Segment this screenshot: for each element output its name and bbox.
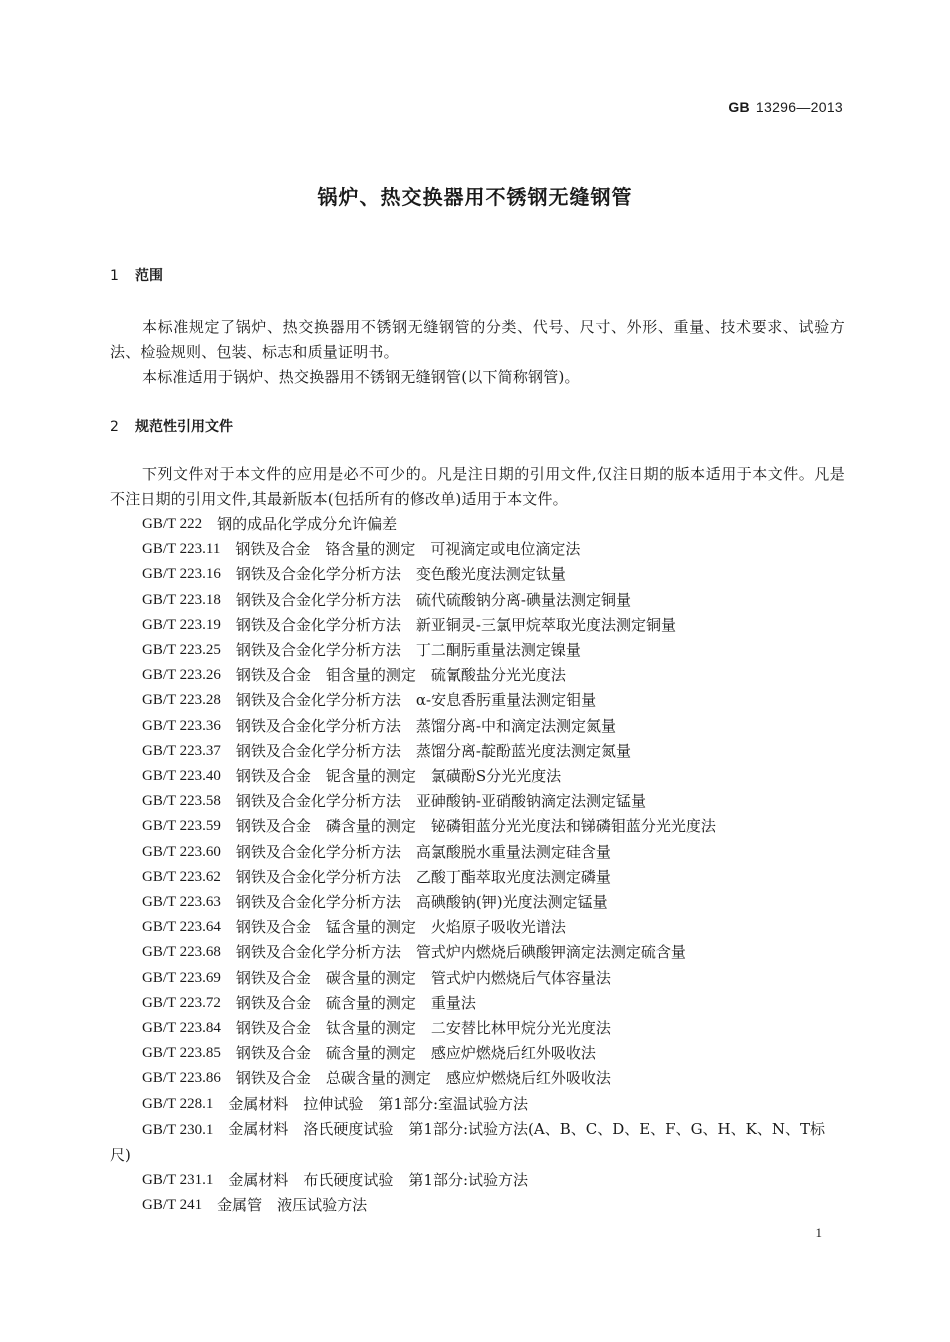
section-number: 2: [110, 419, 119, 435]
reference-item: [110, 966, 845, 991]
reference-code: GB/T 223.68: [142, 944, 221, 961]
reference-title: 钢铁及合金化学分析方法 高氯酸脱水重量法测定硅含量: [235, 842, 611, 861]
reference-code: GB/T 223.58: [142, 793, 221, 810]
reference-item: [110, 940, 845, 965]
reference-title: 钢铁及合金 钼含量的测定 硫氰酸盐分光光度法: [235, 666, 566, 685]
reference-code: GB/T 222: [142, 516, 203, 532]
reference-title: 钢铁及合金化学分析方法 管式炉内燃烧后碘酸钾滴定法测定硫含量: [235, 943, 686, 962]
reference-item: [110, 1168, 845, 1193]
reference-title: 金属材料 布氏硬度试验 第1部分:试验方法: [228, 1171, 529, 1190]
page-number: 1: [815, 1225, 822, 1240]
reference-code: GB/T 223.40: [142, 768, 221, 785]
reference-code: GB/T 223.11: [142, 541, 221, 558]
section-heading-scope: [110, 265, 163, 285]
reference-code: GB/T 223.86: [142, 1070, 221, 1087]
section-title: 规范性引用文件: [135, 419, 233, 435]
reference-code: GB/T 223.85: [142, 1045, 221, 1062]
reference-code: GB/T 223.84: [142, 1020, 221, 1037]
reference-code: GB/T 223.64: [142, 919, 221, 936]
section-number: 1: [110, 268, 119, 284]
reference-item: [110, 915, 845, 940]
reference-item: [110, 1016, 845, 1041]
reference-code: GB/T 228.1: [142, 1095, 214, 1112]
reference-item: [110, 739, 845, 764]
reference-item: [110, 537, 845, 562]
reference-title: 金属材料 洛氏硬度试验 第1部分:试验方法(A、B、C、D、E、F、G、H、K、N、T标: [228, 1119, 825, 1138]
reference-item: [110, 865, 845, 890]
reference-item: [110, 1066, 845, 1091]
standard-number: [728, 99, 843, 115]
reference-code: GB/T 230.1: [142, 1121, 214, 1138]
reference-item: [110, 638, 845, 663]
reference-item: [110, 814, 845, 839]
reference-code: GB/T 223.36: [142, 717, 221, 734]
reference-item: [110, 1092, 845, 1117]
reference-title: 钢铁及合金化学分析方法 蒸馏分离-靛酚蓝光度法测定氮量: [235, 741, 631, 760]
reference-code: GB/T 223.69: [142, 969, 221, 986]
reference-title: 钢铁及合金化学分析方法 乙酸丁酯萃取光度法测定磷量: [235, 867, 611, 886]
section-title: 范围: [135, 268, 163, 284]
reference-title: 钢铁及合金化学分析方法 新亚铜灵-三氯甲烷萃取光度法测定铜量: [235, 615, 676, 634]
reference-title: 钢铁及合金 硫含量的测定 感应炉燃烧后红外吸收法: [235, 1044, 596, 1063]
reference-title: 钢的成品化学成分允许偏差: [217, 515, 398, 533]
reference-code: GB/T 223.28: [142, 692, 221, 709]
reference-title: 钢铁及合金化学分析方法 α-安息香肟重量法测定钼量: [235, 691, 597, 710]
reference-item: [110, 512, 845, 537]
standard-prefix: GB: [728, 99, 750, 115]
reference-item: [110, 1193, 845, 1218]
scope-paragraph-2: 本标准适用于锅炉、热交换器用不锈钢无缝钢管(以下简称钢管)。: [142, 368, 580, 386]
reference-title: 金属材料 拉伸试验 第1部分:室温试验方法: [228, 1094, 529, 1113]
reference-title: 金属管 液压试验方法: [217, 1196, 368, 1215]
reference-code: GB/T 223.63: [142, 894, 221, 911]
reference-code: GB/T 223.72: [142, 994, 221, 1011]
reference-title: 钢铁及合金 碳含量的测定 管式炉内燃烧后气体容量法: [235, 968, 611, 987]
reference-title: 钢铁及合金化学分析方法 变色酸光度法测定钛量: [235, 565, 566, 584]
reference-title: 钢铁及合金 总碳含量的测定 感应炉燃烧后红外吸收法: [235, 1069, 611, 1088]
reference-code: GB/T 223.62: [142, 868, 221, 885]
reference-list: [110, 512, 845, 1219]
reference-item: [110, 613, 845, 638]
reference-code: GB/T 223.25: [142, 642, 221, 659]
section-heading-normative-references: [110, 416, 233, 436]
document-title: 锅炉、热交换器用不锈钢无缝钢管: [317, 185, 633, 209]
reference-title: 钢铁及合金 铬含量的测定 可视滴定或电位滴定法: [235, 540, 581, 559]
reference-item: [110, 764, 845, 789]
reference-item: [110, 840, 845, 865]
reference-title: 钢铁及合金 硫含量的测定 重量法: [235, 993, 476, 1012]
reference-item: [110, 789, 845, 814]
reference-code: GB/T 231.1: [142, 1172, 214, 1189]
reference-title: 钢铁及合金化学分析方法 硫代硫酸钠分离-碘量法测定铜量: [235, 590, 631, 609]
reference-code: GB/T 223.19: [142, 616, 221, 633]
reference-title: 钢铁及合金 钛含量的测定 二安替比林甲烷分光光度法: [235, 1019, 611, 1038]
reference-item: [110, 588, 845, 613]
scope-paragraph-1: 本标准规定了锅炉、热交换器用不锈钢无缝钢管的分类、代号、尺寸、外形、重量、技术要求、试验方法、检验规则、包装、标志和质量证明书。: [110, 318, 845, 361]
reference-item: [110, 991, 845, 1016]
reference-title: 钢铁及合金化学分析方法 蒸馏分离-中和滴定法测定氮量: [235, 716, 616, 735]
reference-code: GB/T 223.18: [142, 591, 221, 608]
reference-title: 钢铁及合金 铌含量的测定 氯磺酚S分光光度法: [235, 767, 562, 786]
reference-code: GB/T 223.60: [142, 843, 221, 860]
reference-code: GB/T 223.37: [142, 742, 221, 759]
reference-code: GB/T 223.59: [142, 818, 221, 835]
reference-code: GB/T 223.16: [142, 566, 221, 583]
reference-title: 钢铁及合金 磷含量的测定 铋磷钼蓝分光光度法和锑磷钼蓝分光光度法: [235, 817, 716, 836]
reference-item: [110, 688, 845, 713]
reference-code: GB/T 223.26: [142, 667, 221, 684]
reference-item: [110, 714, 845, 739]
reference-title: 钢铁及合金化学分析方法 高碘酸钠(钾)光度法测定锰量: [235, 893, 608, 912]
reference-title-continuation: 尺): [110, 1146, 131, 1165]
reference-code: GB/T 241: [142, 1197, 203, 1214]
standard-code: 13296—2013: [755, 99, 843, 115]
reference-item: [110, 1041, 845, 1066]
reference-item: [110, 663, 845, 688]
reference-title: 钢铁及合金化学分析方法 丁二酮肟重量法测定镍量: [235, 641, 581, 660]
reference-title: 钢铁及合金化学分析方法 亚砷酸钠-亚硝酸钠滴定法测定锰量: [235, 792, 646, 811]
reference-item: [110, 890, 845, 915]
reference-item: [110, 562, 845, 587]
reference-item: [110, 1117, 845, 1168]
reference-title: 钢铁及合金 锰含量的测定 火焰原子吸收光谱法: [235, 918, 566, 937]
references-intro-paragraph: 下列文件对于本文件的应用是必不可少的。凡是注日期的引用文件,仅注日期的版本适用于本文件。凡是不注日期的引用文件,其最新版本(包括所有的修改单)适用于本文件。: [110, 465, 845, 508]
